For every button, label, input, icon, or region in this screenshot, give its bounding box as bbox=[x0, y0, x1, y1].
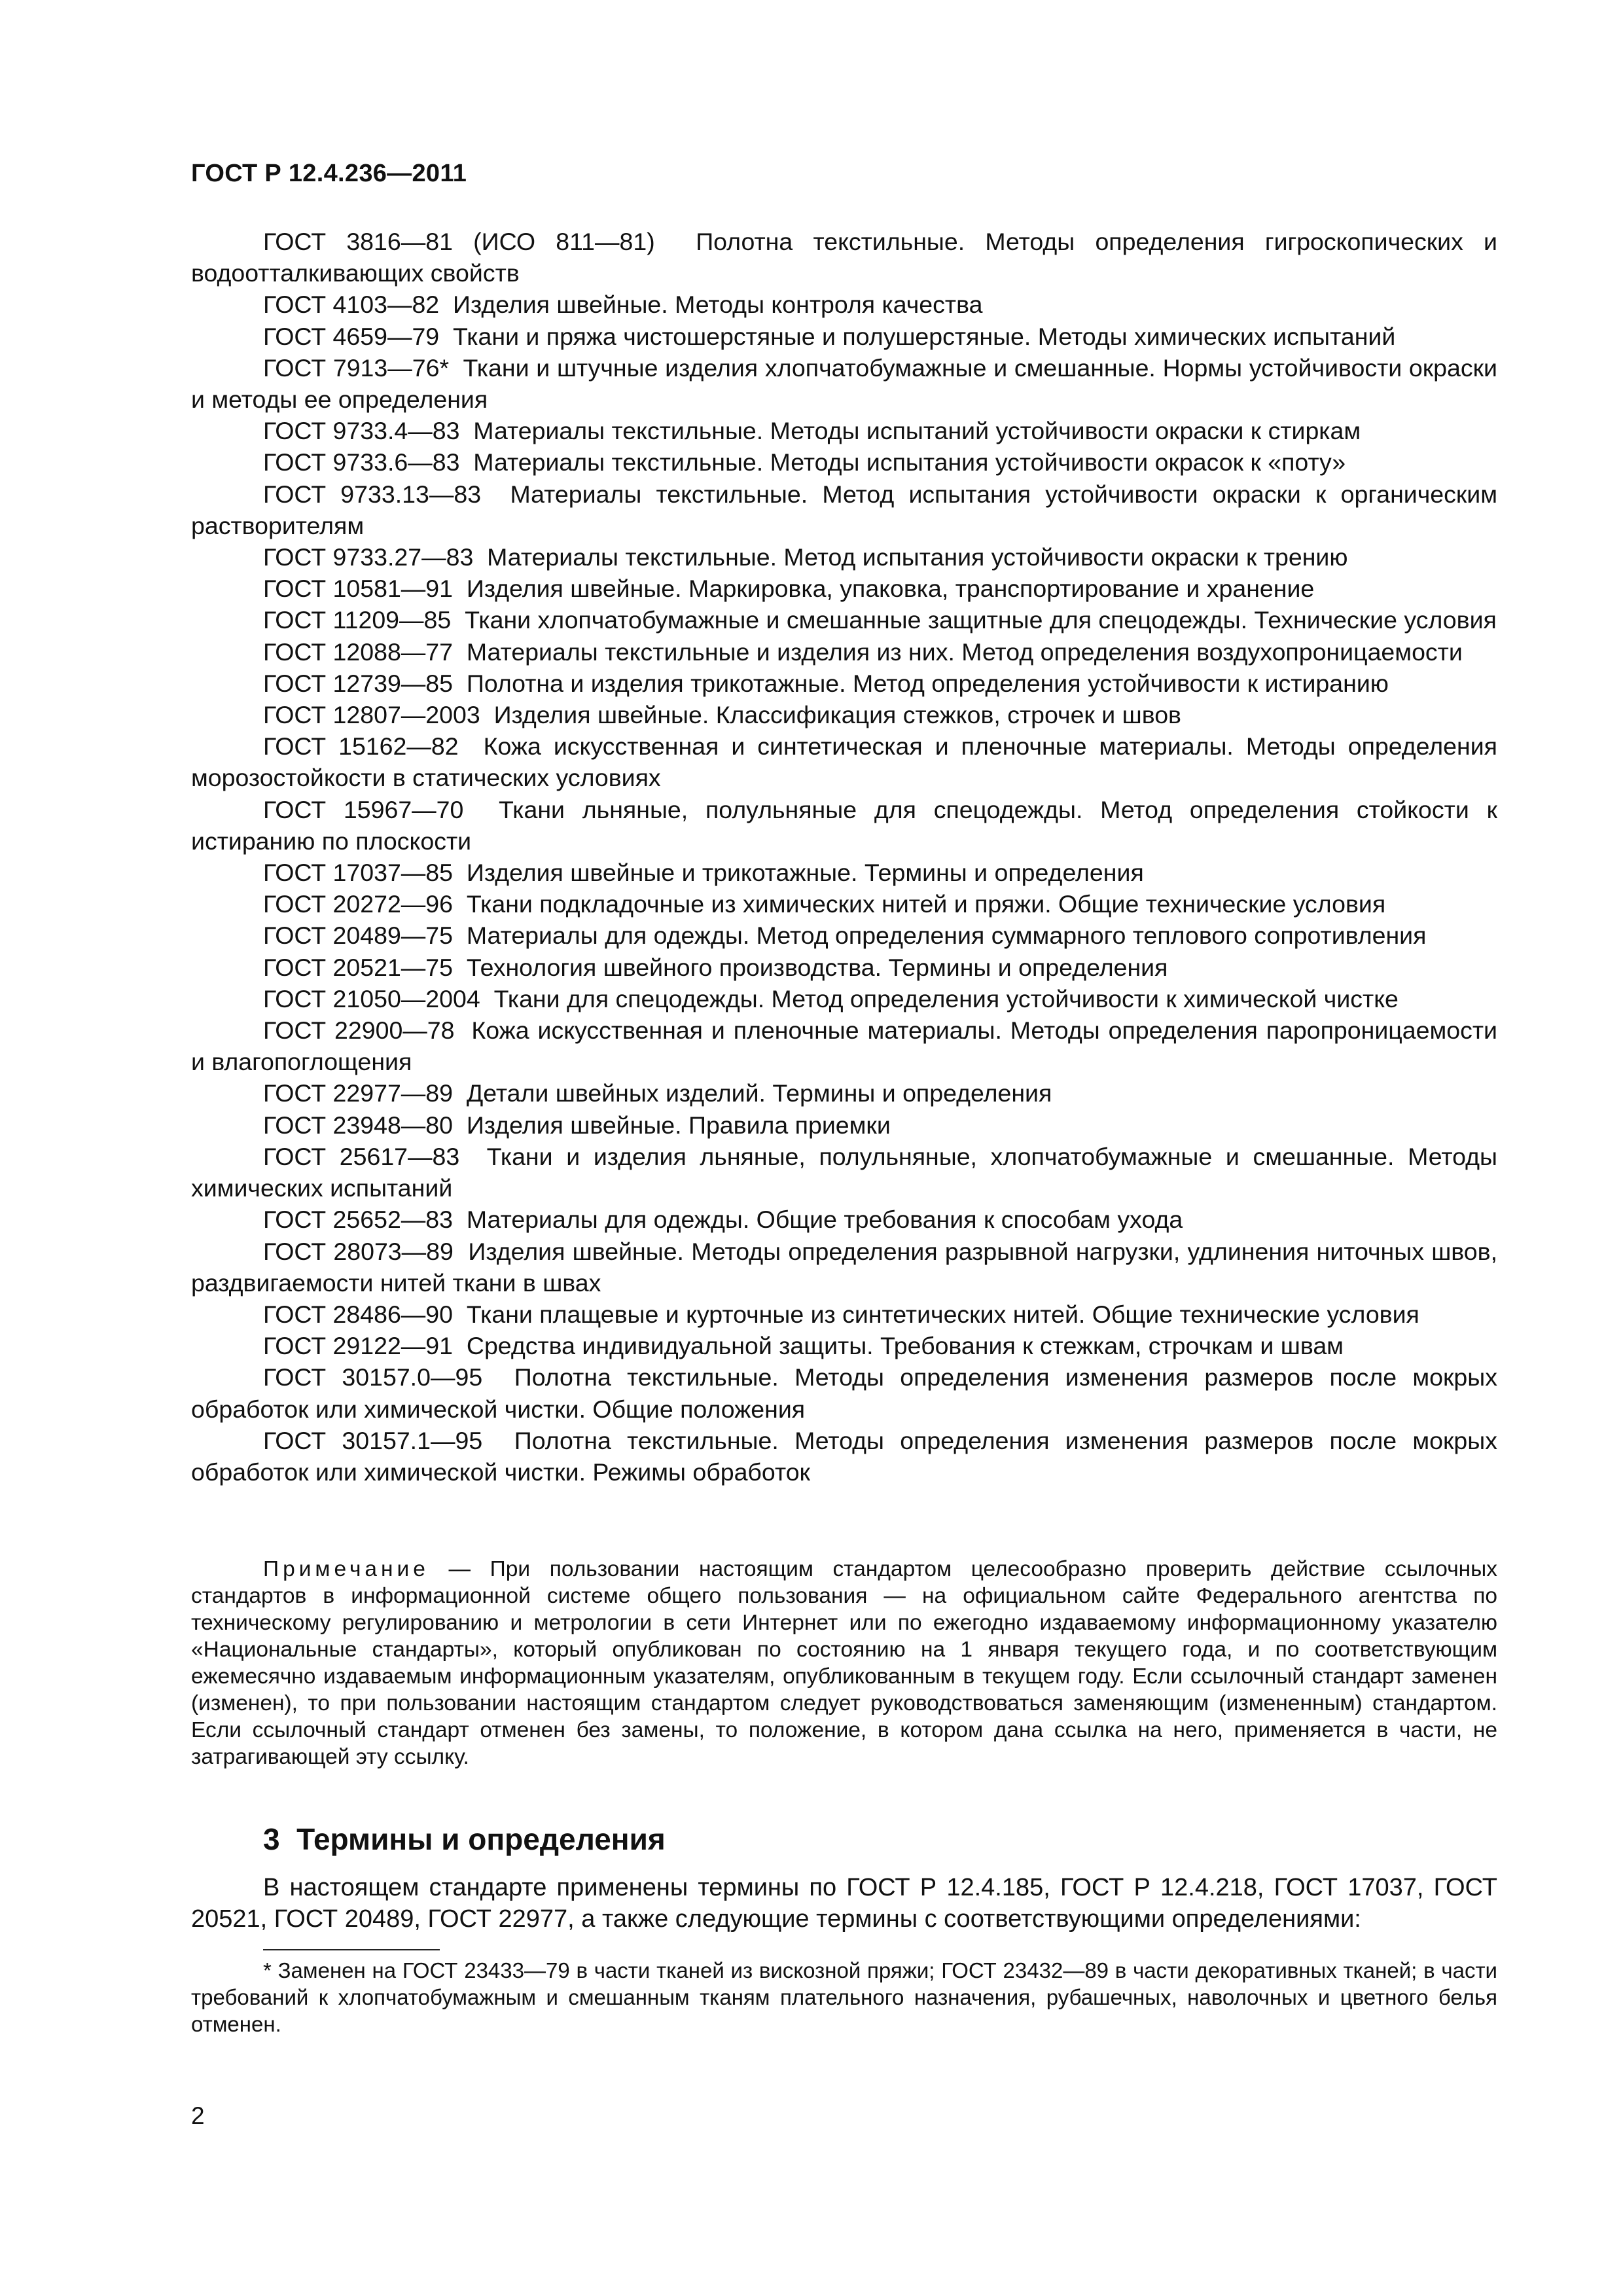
reference-code: ГОСТ 28073—89 bbox=[263, 1237, 454, 1265]
reference-title: Полотна текстильные. Методы определения изменения размеров после мокрых обработок или химической чистки. Режимы обработок bbox=[191, 1426, 1497, 1486]
reference-code: ГОСТ 9733.4—83 bbox=[263, 417, 460, 445]
reference-code: ГОСТ 30157.1—95 bbox=[263, 1426, 483, 1454]
reference-code: ГОСТ 20489—75 bbox=[263, 922, 454, 950]
reference-item bbox=[191, 1204, 1497, 1235]
note-label: Примечание bbox=[263, 1557, 429, 1581]
reference-title: Материалы для одежды. Метод определения суммарного теплового сопротивления bbox=[466, 922, 1427, 950]
reference-item bbox=[191, 730, 1497, 793]
document-header: ГОСТ Р 12.4.236—2011 bbox=[191, 160, 467, 187]
reference-title: Ткани подкладочные из химических нитей и пряжи. Общие технические условия bbox=[466, 890, 1386, 918]
reference-code: ГОСТ 25652—83 bbox=[263, 1206, 454, 1234]
reference-item bbox=[191, 920, 1497, 951]
reference-title: Кожа искусственная и синтетическая и пленочные материалы. Методы определения морозостойкости в статических условиях bbox=[191, 732, 1497, 792]
reference-code: ГОСТ 15162—82 bbox=[263, 732, 459, 761]
reference-code: ГОСТ 30157.0—95 bbox=[263, 1363, 483, 1391]
reference-code: ГОСТ 22977—89 bbox=[263, 1079, 454, 1107]
reference-title: Материалы текстильные. Метод испытания устойчивости окраски к органическим растворителям bbox=[191, 480, 1497, 539]
reference-item bbox=[191, 604, 1497, 636]
reference-code: ГОСТ 3816—81 (ИСО 811—81) bbox=[263, 228, 655, 255]
note-dash: — bbox=[429, 1557, 490, 1581]
reference-title: Изделия швейные. Правила приемки bbox=[466, 1111, 891, 1139]
reference-title: Ткани для спецодежды. Метод определения устойчивости к химической чистке bbox=[493, 984, 1399, 1013]
section-intro-paragraph: В настоящем стандарте применены термины по ГОСТ Р 12.4.185, ГОСТ Р 12.4.218, ГОСТ 17037, ГОСТ 20521, ГОСТ 20489, ГОСТ 22977, а также следующие термины с соответствующими определениями: bbox=[191, 1874, 1497, 1933]
reference-title: Технология швейного производства. Термины и определения bbox=[466, 953, 1168, 981]
reference-title: Материалы текстильные. Метод испытания устойчивости окраски к трению bbox=[487, 543, 1348, 571]
reference-title: Материалы текстильные и изделия из них. Метод определения воздухопроницаемости bbox=[466, 637, 1463, 666]
normative-references-list bbox=[191, 226, 1497, 1488]
reference-item bbox=[191, 857, 1497, 888]
reference-title: Изделия швейные. Методы контроля качества bbox=[453, 291, 983, 319]
reference-item bbox=[191, 226, 1497, 289]
reference-item bbox=[191, 1299, 1497, 1330]
reference-item bbox=[191, 1014, 1497, 1077]
reference-code: ГОСТ 21050—2004 bbox=[263, 984, 480, 1013]
reference-item bbox=[191, 541, 1497, 573]
reference-code: ГОСТ 12807—2003 bbox=[263, 701, 480, 729]
section-title: Термины и определения bbox=[296, 1822, 666, 1856]
reference-title: Ткани и пряжа чистошерстяные и полушерстяные. Методы химических испытаний bbox=[453, 322, 1396, 350]
reference-item bbox=[191, 321, 1497, 352]
reference-code: ГОСТ 11209—85 bbox=[263, 606, 452, 634]
reference-title: Материалы текстильные. Методы испытания устойчивости окрасок к «поту» bbox=[473, 448, 1346, 476]
section-heading bbox=[263, 1821, 666, 1857]
reference-code: ГОСТ 9733.27—83 bbox=[263, 543, 474, 571]
reference-title: Материалы текстильные. Методы испытаний устойчивости окраски к стиркам bbox=[473, 417, 1361, 445]
reference-item bbox=[191, 952, 1497, 983]
reference-item bbox=[191, 1330, 1497, 1361]
reference-title: Изделия швейные. Методы определения разрывной нагрузки, удлинения ниточных швов, раздвигаемости нитей ткани в швах bbox=[191, 1237, 1497, 1297]
reference-title: Полотна текстильные. Методы определения изменения размеров после мокрых обработок или химической чистки. Общие положения bbox=[191, 1363, 1497, 1423]
note-paragraph bbox=[191, 1556, 1497, 1770]
reference-code: ГОСТ 25617—83 bbox=[263, 1142, 460, 1170]
reference-title: Средства индивидуальной защиты. Требования к стежкам, строчкам и швам bbox=[466, 1332, 1344, 1360]
reference-item bbox=[191, 415, 1497, 446]
reference-code: ГОСТ 12088—77 bbox=[263, 637, 454, 666]
reference-code: ГОСТ 29122—91 bbox=[263, 1332, 454, 1360]
footnote-separator bbox=[263, 1949, 440, 1950]
reference-item bbox=[191, 573, 1497, 604]
reference-code: ГОСТ 28486—90 bbox=[263, 1300, 454, 1328]
reference-item bbox=[191, 636, 1497, 668]
reference-item bbox=[191, 1141, 1497, 1204]
note-text: При пользовании настоящим стандартом целесообразно проверить действие ссылочных стандартов в информационной системе общего пользования — на официальном сайте Федерального агентства по техническому регулированию и метрологии в сети Интернет или по ежегодно издаваемому информационному указателю «Национальные стандарты», который опубликован по состоянию на 1 января текущего года, и по соответствующим ежемесячно издаваемым информационным указателям, опубликованным в текущем году. Если ссылочный стандарт заменен (изменен), то при пользовании настоящим стандартом следует руководствоваться заменяющим (измененным) стандартом. Если ссылочный стандарт отменен без замены, то положение, в котором дана ссылка на него, применяется в части, не затрагивающей эту ссылку. bbox=[191, 1557, 1497, 1769]
reference-item bbox=[191, 1236, 1497, 1299]
reference-code: ГОСТ 17037—85 bbox=[263, 859, 454, 887]
reference-title: Ткани и изделия льняные, полульняные, хлопчатобумажные и смешанные. Методы химических испытаний bbox=[191, 1142, 1497, 1202]
reference-title: Полотна текстильные. Методы определения гигроскопических и водоотталкивающих свойств bbox=[191, 228, 1498, 287]
reference-code: ГОСТ 22900—78 bbox=[263, 1016, 455, 1045]
reference-item bbox=[191, 1077, 1497, 1109]
reference-code: ГОСТ 23948—80 bbox=[263, 1111, 454, 1139]
reference-code: ГОСТ 9733.13—83 bbox=[263, 480, 482, 508]
reference-title: Ткани и штучные изделия хлопчатобумажные и смешанные. Нормы устойчивости окраски и методы ее определения bbox=[191, 353, 1497, 414]
reference-code: ГОСТ 10581—91 bbox=[263, 575, 454, 603]
reference-title: Изделия швейные и трикотажные. Термины и определения bbox=[466, 859, 1144, 887]
reference-code: ГОСТ 12739—85 bbox=[263, 669, 454, 697]
page-number: 2 bbox=[191, 2102, 205, 2129]
reference-code: ГОСТ 4103—82 bbox=[263, 291, 440, 319]
reference-title: Ткани льняные, полульняные для спецодежды. Метод определения стойкости к истиранию по плоскости bbox=[191, 795, 1497, 855]
reference-title: Изделия швейные. Маркировка, упаковка, транспортирование и хранение bbox=[466, 575, 1315, 603]
reference-item bbox=[191, 668, 1497, 699]
reference-title: Изделия швейные. Классификация стежков, строчек и швов bbox=[493, 701, 1181, 729]
reference-item bbox=[191, 446, 1497, 478]
reference-code: ГОСТ 20521—75 bbox=[263, 953, 454, 981]
reference-code: ГОСТ 15967—70 bbox=[263, 795, 464, 823]
reference-item bbox=[191, 699, 1497, 730]
footnote: * Заменен на ГОСТ 23433—79 в части тканей из вискозной пряжи; ГОСТ 23432—89 в части декоративных тканей; в части требований к хлопчатобумажным и смешанным тканям плательного назначения, рубашечных, наволочных и цветного белья отменен. bbox=[191, 1958, 1497, 2036]
reference-title: Ткани плащевые и курточные из синтетических нитей. Общие технические условия bbox=[466, 1300, 1419, 1328]
reference-code: ГОСТ 9733.6—83 bbox=[263, 448, 460, 476]
reference-item bbox=[191, 1109, 1497, 1141]
reference-title: Полотна и изделия трикотажные. Метод определения устойчивости к истиранию bbox=[466, 669, 1389, 697]
reference-code: ГОСТ 20272—96 bbox=[263, 890, 454, 918]
reference-item bbox=[191, 888, 1497, 920]
reference-title: Ткани хлопчатобумажные и смешанные защитные для спецодежды. Технические условия bbox=[465, 606, 1497, 634]
reference-title: Кожа искусственная и пленочные материалы. Методы определения паропроницаемости и влагопоглощения bbox=[191, 1016, 1497, 1076]
section-number: 3 bbox=[263, 1822, 280, 1856]
reference-item bbox=[191, 983, 1497, 1014]
reference-code: ГОСТ 4659—79 bbox=[263, 322, 440, 350]
reference-item bbox=[191, 289, 1497, 320]
reference-item bbox=[191, 478, 1497, 541]
reference-item bbox=[191, 1425, 1497, 1488]
reference-item bbox=[191, 794, 1497, 857]
reference-title: Материалы для одежды. Общие требования к способам ухода bbox=[466, 1206, 1183, 1234]
reference-item bbox=[191, 1361, 1497, 1424]
reference-code: ГОСТ 7913—76* bbox=[263, 353, 450, 382]
reference-title: Детали швейных изделий. Термины и определения bbox=[466, 1079, 1052, 1107]
reference-item bbox=[191, 352, 1497, 415]
